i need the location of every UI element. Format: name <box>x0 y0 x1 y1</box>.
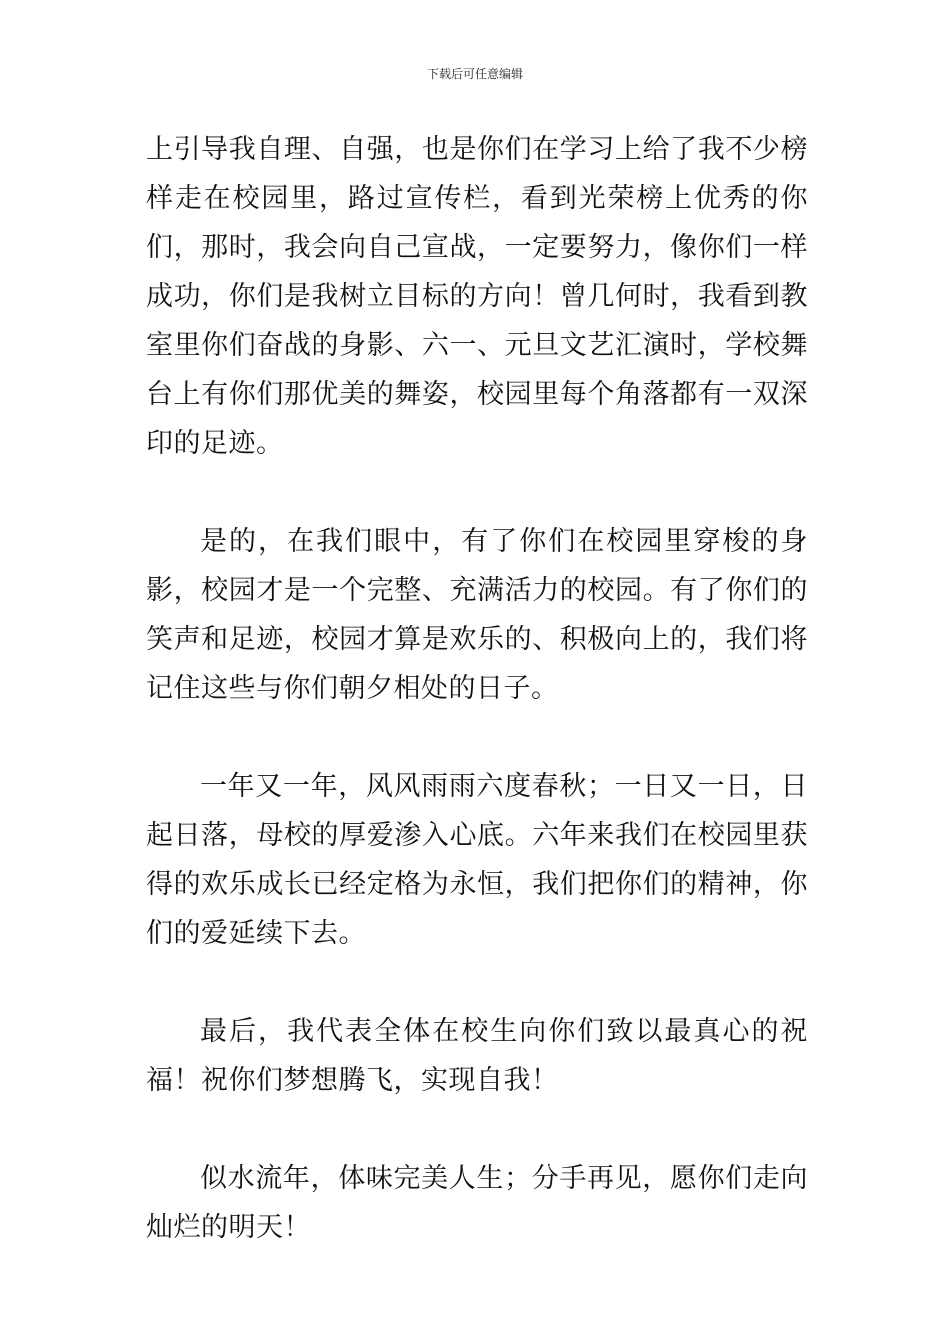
paragraph-3: 一年又一年，风风雨雨六度春秋；一日又一日，日起日落，母校的厚爱渗入心底。六年来我们在校园里获得的欢乐成长已经定格为永恒，我们把你们的精神，你们的爱延续下去。 <box>146 771 808 949</box>
paragraph-gap <box>146 1105 808 1154</box>
paragraph-5: 似水流年，体味完美人生；分手再见，愿你们走向灿烂的明天！ <box>146 1163 808 1243</box>
paragraph-1: 上引导我自理、自强，也是你们在学习上给了我不少榜样走在校园里，路过宣传栏，看到光荣榜上优秀的你们，那时，我会向自己宣战，一定要努力，像你们一样成功，你们是我树立目标的方向！曾几何时，我看到教室里你们奋战的身影、六一、元旦文艺汇演时，学校舞台上有你们那优美的舞姿，校园里每个角落都有一双深印的足迹。 <box>146 134 808 459</box>
document-body <box>146 125 808 1252</box>
paragraph-4: 最后，我代表全体在校生向你们致以最真心的祝福！祝你们梦想腾飞，实现自我！ <box>146 1016 808 1096</box>
page-header: 下载后可任意编辑 <box>426 67 523 81</box>
paragraph-gap <box>146 958 808 1007</box>
paragraph-2: 是的，在我们眼中，有了你们在校园里穿梭的身影，校园才是一个完整、充满活力的校园。有了你们的笑声和足迹，校园才算是欢乐的、积极向上的，我们将记住这些与你们朝夕相处的日子。 <box>146 526 808 704</box>
paragraph-gap <box>146 713 808 762</box>
paragraph-gap <box>146 468 808 517</box>
